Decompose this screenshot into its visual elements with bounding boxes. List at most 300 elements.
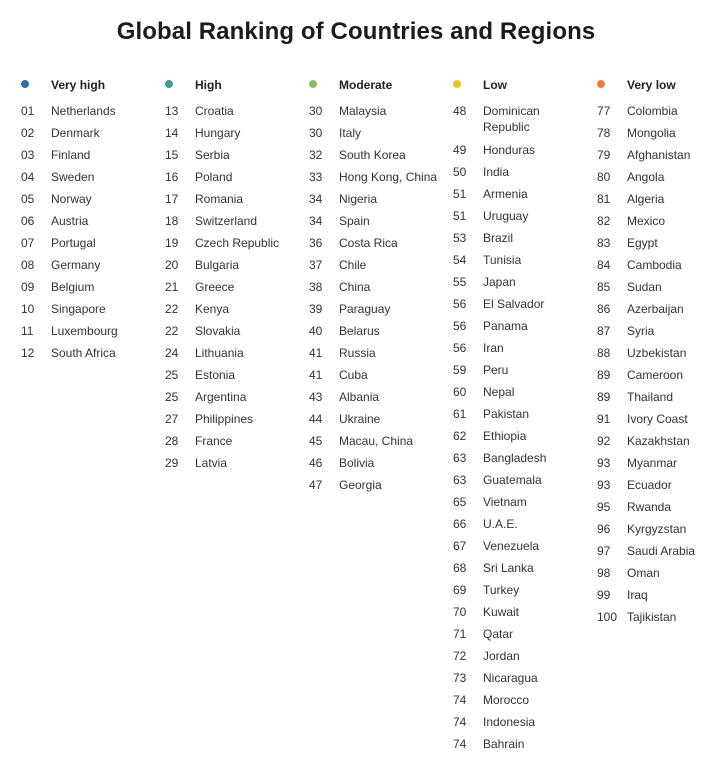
ranking-row xyxy=(596,587,712,609)
ranking-row xyxy=(20,125,160,147)
ranking-row xyxy=(308,323,448,345)
ranking-row xyxy=(596,411,712,433)
country-name: France xyxy=(195,434,233,448)
ranking-row xyxy=(452,296,592,318)
country-name: U.A.E. xyxy=(483,517,518,531)
ranking-row xyxy=(596,191,712,213)
rank-number: 19 xyxy=(165,236,179,250)
rank-number: 10 xyxy=(21,302,35,316)
rank-number: 69 xyxy=(453,583,467,597)
rank-number: 56 xyxy=(453,341,467,355)
ranking-row xyxy=(596,433,712,455)
country-name: Croatia xyxy=(195,104,234,118)
rank-number: 89 xyxy=(597,368,611,382)
country-name: Oman xyxy=(627,566,660,580)
country-name: Syria xyxy=(627,324,655,338)
country-name: Czech Republic xyxy=(195,236,280,250)
ranking-row xyxy=(308,301,448,323)
rank-number: 17 xyxy=(165,192,179,206)
country-name: Cameroon xyxy=(627,368,684,382)
country-name: Armenia xyxy=(483,187,528,201)
ranking-row xyxy=(596,257,712,279)
rank-number: 40 xyxy=(309,324,323,338)
rank-number: 51 xyxy=(453,209,467,223)
country-name: Bolivia xyxy=(339,456,375,470)
country-name: Angola xyxy=(627,170,665,184)
rank-number: 77 xyxy=(597,104,611,118)
ranking-row xyxy=(596,235,712,257)
ranking-row xyxy=(20,191,160,213)
legend-item-very-low xyxy=(596,77,712,93)
legend-label: High xyxy=(195,78,222,92)
country-name: Albania xyxy=(339,390,380,404)
country-name: Denmark xyxy=(51,126,100,140)
ranking-row xyxy=(452,648,592,670)
country-name: Qatar xyxy=(483,627,514,641)
country-name: Myanmar xyxy=(627,456,678,470)
rank-number: 81 xyxy=(597,192,611,206)
country-name: Egypt xyxy=(627,236,658,250)
rank-number: 41 xyxy=(309,368,323,382)
ranking-row xyxy=(452,103,592,142)
ranking-row xyxy=(596,521,712,543)
ranking-row xyxy=(596,345,712,367)
country-name: Hungary xyxy=(195,126,241,140)
ranking-row xyxy=(452,186,592,208)
rank-number: 93 xyxy=(597,478,611,492)
rank-number: 80 xyxy=(597,170,611,184)
rank-number: 22 xyxy=(165,324,179,338)
rank-number: 66 xyxy=(453,517,467,531)
rank-number: 24 xyxy=(165,346,179,360)
rank-number: 98 xyxy=(597,566,611,580)
country-name: Mongolia xyxy=(627,126,676,140)
country-name: Nigeria xyxy=(339,192,378,206)
ranking-row xyxy=(452,142,592,164)
rank-number: 34 xyxy=(309,192,323,206)
rank-number: 30 xyxy=(309,126,323,140)
country-name: Ukraine xyxy=(339,412,381,426)
rank-number: 62 xyxy=(453,429,467,443)
legend-dot-very-low xyxy=(597,80,605,88)
rank-number: 70 xyxy=(453,605,467,619)
country-name: South Korea xyxy=(339,148,406,162)
ranking-row xyxy=(596,609,712,631)
country-name: Venezuela xyxy=(483,539,540,553)
legend-item-very-high xyxy=(20,77,160,93)
rank-number: 09 xyxy=(21,280,35,294)
country-name: Estonia xyxy=(195,368,236,382)
rank-number: 67 xyxy=(453,539,467,553)
rank-number: 22 xyxy=(165,302,179,316)
rank-number: 08 xyxy=(21,258,35,272)
ranking-row xyxy=(164,323,304,345)
ranking-row xyxy=(164,433,304,455)
country-name: Germany xyxy=(51,258,101,272)
ranking-row xyxy=(164,191,304,213)
rank-number: 07 xyxy=(21,236,35,250)
country-name: El Salvador xyxy=(483,297,545,311)
country-name: Latvia xyxy=(195,456,228,470)
legend-label: Moderate xyxy=(339,78,393,92)
country-name: Sweden xyxy=(51,170,95,184)
ranking-row xyxy=(452,626,592,648)
ranking-row xyxy=(452,560,592,582)
country-name: Belgium xyxy=(51,280,95,294)
rank-number: 03 xyxy=(21,148,35,162)
ranking-row xyxy=(164,213,304,235)
ranking-row xyxy=(164,103,304,125)
country-name: Cuba xyxy=(339,368,368,382)
country-name: Turkey xyxy=(483,583,520,597)
rank-number: 49 xyxy=(453,143,467,157)
rank-number: 05 xyxy=(21,192,35,206)
rank-number: 01 xyxy=(21,104,35,118)
rank-number: 06 xyxy=(21,214,35,228)
country-name: Norway xyxy=(51,192,92,206)
legend-dot-moderate xyxy=(309,80,317,88)
ranking-row xyxy=(20,323,160,345)
ranking-row xyxy=(452,692,592,714)
ranking-row xyxy=(308,235,448,257)
country-name: Russia xyxy=(339,346,376,360)
rank-number: 92 xyxy=(597,434,611,448)
ranking-row xyxy=(164,301,304,323)
country-name: Portugal xyxy=(51,236,96,250)
country-name: Jordan xyxy=(483,649,520,663)
country-name: Indonesia xyxy=(483,715,536,729)
column-very-low xyxy=(596,77,712,631)
ranking-row xyxy=(164,147,304,169)
country-name: Peru xyxy=(483,363,509,377)
rank-number: 47 xyxy=(309,478,323,492)
ranking-row xyxy=(596,367,712,389)
rank-number: 99 xyxy=(597,588,611,602)
ranking-row xyxy=(452,230,592,252)
country-name: Thailand xyxy=(627,390,674,404)
country-name: Hong Kong, China xyxy=(339,170,438,184)
rank-number: 15 xyxy=(165,148,179,162)
ranking-row xyxy=(308,125,448,147)
legend-dot-low xyxy=(453,80,461,88)
ranking-row xyxy=(20,279,160,301)
rank-number: 28 xyxy=(165,434,179,448)
country-name: Tajikistan xyxy=(627,610,677,624)
ranking-row xyxy=(20,147,160,169)
country-name: Argentina xyxy=(195,390,247,404)
country-name: Uzbekistan xyxy=(627,346,687,360)
ranking-row xyxy=(596,213,712,235)
rank-number: 97 xyxy=(597,544,611,558)
country-name: Malaysia xyxy=(339,104,387,118)
rank-number: 21 xyxy=(165,280,179,294)
ranking-row xyxy=(596,103,712,125)
ranking-row xyxy=(452,604,592,626)
country-name: Lithuania xyxy=(195,346,244,360)
rank-number: 04 xyxy=(21,170,35,184)
country-name: Iraq xyxy=(627,588,648,602)
rank-number: 72 xyxy=(453,649,467,663)
rank-number: 02 xyxy=(21,126,35,140)
rank-number: 29 xyxy=(165,456,179,470)
country-name: Netherlands xyxy=(51,104,116,118)
country-name: South Africa xyxy=(51,346,116,360)
ranking-row xyxy=(452,736,592,758)
rank-number: 37 xyxy=(309,258,323,272)
rank-number: 13 xyxy=(165,104,179,118)
legend-label: Low xyxy=(483,78,507,92)
country-name: Azerbaijan xyxy=(627,302,684,316)
ranking-row xyxy=(452,714,592,736)
country-name: Spain xyxy=(339,214,370,228)
country-name: Nepal xyxy=(483,385,515,399)
rank-number: 27 xyxy=(165,412,179,426)
country-name: Saudi Arabia xyxy=(627,544,696,558)
ranking-row xyxy=(596,323,712,345)
rank-number: 43 xyxy=(309,390,323,404)
country-name: Colombia xyxy=(627,104,678,118)
ranking-row xyxy=(452,274,592,296)
rank-number: 65 xyxy=(453,495,467,509)
legend-item-moderate xyxy=(308,77,448,93)
rank-number: 74 xyxy=(453,737,467,751)
country-name: Macau, China xyxy=(339,434,414,448)
ranking-row xyxy=(308,345,448,367)
country-name: Paraguay xyxy=(339,302,391,316)
ranking-row xyxy=(452,252,592,274)
rank-number: 56 xyxy=(453,297,467,311)
country-name: Kuwait xyxy=(483,605,520,619)
rank-number: 55 xyxy=(453,275,467,289)
column-very-high xyxy=(20,77,160,367)
rank-number: 95 xyxy=(597,500,611,514)
ranking-row xyxy=(452,362,592,384)
country-name: Austria xyxy=(51,214,89,228)
ranking-row xyxy=(164,389,304,411)
rank-number: 93 xyxy=(597,456,611,470)
ranking-row xyxy=(164,125,304,147)
rank-number: 25 xyxy=(165,368,179,382)
country-name: Poland xyxy=(195,170,233,184)
rank-number: 88 xyxy=(597,346,611,360)
rank-number: 63 xyxy=(453,473,467,487)
ranking-row xyxy=(596,499,712,521)
rank-number: 79 xyxy=(597,148,611,162)
rank-number: 36 xyxy=(309,236,323,250)
country-name: Algeria xyxy=(627,192,665,206)
rank-number: 11 xyxy=(21,324,34,338)
country-name: Iran xyxy=(483,341,504,355)
ranking-row xyxy=(20,235,160,257)
country-name: Mexico xyxy=(627,214,666,228)
rank-number: 16 xyxy=(165,170,179,184)
ranking-row xyxy=(20,257,160,279)
country-name: Singapore xyxy=(51,302,106,316)
country-name: Switzerland xyxy=(195,214,258,228)
legend-dot-very-high xyxy=(21,80,29,88)
country-name: Kenya xyxy=(195,302,230,316)
rank-number: 56 xyxy=(453,319,467,333)
rank-number: 60 xyxy=(453,385,467,399)
country-name: Luxembourg xyxy=(51,324,118,338)
rank-number: 91 xyxy=(597,412,611,426)
ranking-row xyxy=(164,169,304,191)
ranking-row xyxy=(164,257,304,279)
legend-label: Very high xyxy=(51,78,106,92)
chart-title: Global Ranking of Countries and Regions xyxy=(116,18,596,45)
country-name: Morocco xyxy=(483,693,530,707)
ranking-row xyxy=(308,477,448,499)
ranking-row xyxy=(164,367,304,389)
country-name: Vietnam xyxy=(483,495,527,509)
ranking-row xyxy=(596,565,712,587)
ranking-row xyxy=(596,147,712,169)
ranking-row xyxy=(164,455,304,477)
legend-item-low xyxy=(452,77,592,93)
country-name: Rwanda xyxy=(627,500,672,514)
rank-number: 68 xyxy=(453,561,467,575)
rank-number: 85 xyxy=(597,280,611,294)
country-name: Ivory Coast xyxy=(627,412,688,426)
ranking-row xyxy=(452,472,592,494)
rank-number: 82 xyxy=(597,214,611,228)
ranking-row xyxy=(308,147,448,169)
country-name: Dominican Republic xyxy=(483,104,540,134)
ranking-row xyxy=(308,257,448,279)
ranking-row xyxy=(308,433,448,455)
rank-number: 12 xyxy=(21,346,35,360)
ranking-row xyxy=(308,389,448,411)
country-name: Ecuador xyxy=(627,478,672,492)
legend-item-high xyxy=(164,77,304,93)
ranking-row xyxy=(164,411,304,433)
ranking-row xyxy=(308,213,448,235)
rank-number: 39 xyxy=(309,302,323,316)
country-name: Nicaragua xyxy=(483,671,538,685)
ranking-row xyxy=(596,125,712,147)
country-name: Bulgaria xyxy=(195,258,240,272)
country-name: India xyxy=(483,165,510,179)
rank-number: 38 xyxy=(309,280,323,294)
ranking-row xyxy=(596,543,712,565)
country-name: Bahrain xyxy=(483,737,525,751)
country-name: Honduras xyxy=(483,143,536,157)
ranking-row xyxy=(20,103,160,125)
rank-number: 34 xyxy=(309,214,323,228)
ranking-row xyxy=(308,169,448,191)
rank-number: 25 xyxy=(165,390,179,404)
rank-number: 54 xyxy=(453,253,467,267)
ranking-row xyxy=(596,169,712,191)
rank-number: 20 xyxy=(165,258,179,272)
rank-number: 32 xyxy=(309,148,323,162)
ranking-row xyxy=(452,406,592,428)
rank-number: 87 xyxy=(597,324,611,338)
rank-number: 59 xyxy=(453,363,467,377)
country-name: Finland xyxy=(51,148,91,162)
ranking-row xyxy=(452,582,592,604)
ranking-row xyxy=(164,235,304,257)
country-name: Serbia xyxy=(195,148,230,162)
ranking-row xyxy=(452,670,592,692)
ranking-row xyxy=(452,318,592,340)
ranking-row xyxy=(596,455,712,477)
rank-number: 74 xyxy=(453,693,467,707)
ranking-row xyxy=(452,340,592,362)
rank-number: 96 xyxy=(597,522,611,536)
country-name: Panama xyxy=(483,319,528,333)
country-name: Tunisia xyxy=(483,253,522,267)
country-name: Chile xyxy=(339,258,367,272)
country-name: Romania xyxy=(195,192,244,206)
country-name: Slovakia xyxy=(195,324,241,338)
ranking-row xyxy=(452,384,592,406)
rank-number: 18 xyxy=(165,214,179,228)
country-name: Belarus xyxy=(339,324,380,338)
country-name: Georgia xyxy=(339,478,382,492)
country-name: Japan xyxy=(483,275,516,289)
rank-number: 61 xyxy=(453,407,467,421)
rank-number: 74 xyxy=(453,715,467,729)
country-name: Ethiopia xyxy=(483,429,527,443)
ranking-row xyxy=(20,301,160,323)
rank-number: 41 xyxy=(309,346,323,360)
legend-dot-high xyxy=(165,80,173,88)
rank-number: 63 xyxy=(453,451,467,465)
rank-number: 46 xyxy=(309,456,323,470)
ranking-row xyxy=(596,477,712,499)
rank-number: 84 xyxy=(597,258,611,272)
ranking-row xyxy=(308,191,448,213)
country-name: Kyrgyzstan xyxy=(627,522,687,536)
rank-number: 44 xyxy=(309,412,323,426)
rank-number: 78 xyxy=(597,126,611,140)
ranking-row xyxy=(308,279,448,301)
ranking-row xyxy=(20,213,160,235)
rank-number: 86 xyxy=(597,302,611,316)
rank-number: 50 xyxy=(453,165,467,179)
ranking-row xyxy=(164,279,304,301)
country-name: Philippines xyxy=(195,412,254,426)
rank-number: 83 xyxy=(597,236,611,250)
rank-number: 89 xyxy=(597,390,611,404)
column-low xyxy=(452,77,592,758)
ranking-row xyxy=(452,208,592,230)
ranking-row xyxy=(20,345,160,367)
rank-number: 71 xyxy=(453,627,467,641)
country-name: Cambodia xyxy=(627,258,682,272)
ranking-row xyxy=(452,538,592,560)
ranking-row xyxy=(164,345,304,367)
country-name: Pakistan xyxy=(483,407,530,421)
rank-number: 51 xyxy=(453,187,467,201)
column-moderate xyxy=(308,77,448,499)
ranking-row xyxy=(452,450,592,472)
country-name: Uruguay xyxy=(483,209,529,223)
rank-number: 30 xyxy=(309,104,323,118)
ranking-row xyxy=(308,455,448,477)
ranking-row xyxy=(452,164,592,186)
ranking-row xyxy=(308,411,448,433)
ranking-row xyxy=(20,169,160,191)
country-name: Costa Rica xyxy=(339,236,398,250)
rank-number: 48 xyxy=(453,104,467,118)
country-name: Guatemala xyxy=(483,473,542,487)
ranking-row xyxy=(596,389,712,411)
rank-number: 14 xyxy=(165,126,179,140)
country-name: Greece xyxy=(195,280,235,294)
rank-number: 100 xyxy=(597,610,618,624)
